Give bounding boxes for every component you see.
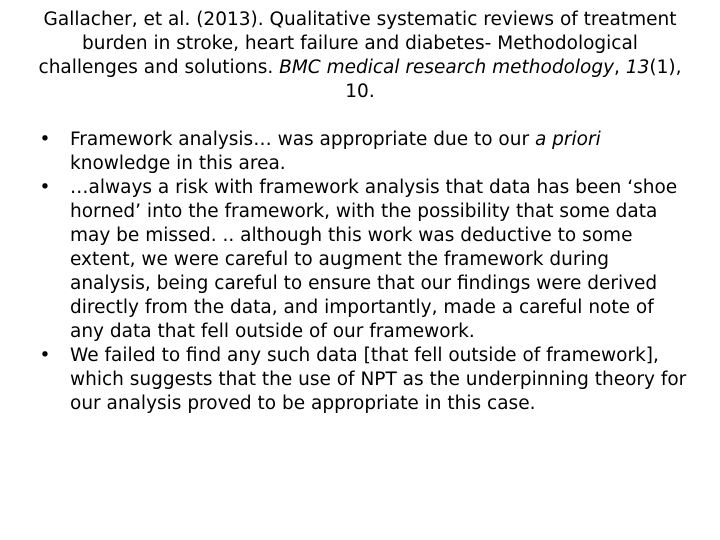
bullet-text: We failed to find any such data [that fell outside of framework], which suggests that the use of NPT as the underpinning theory for our analysis proved to be appropriate in this case. xyxy=(70,345,687,414)
bullet-icon: • xyxy=(39,129,51,150)
citation-reference xyxy=(30,8,690,104)
citation-volume: 13 xyxy=(625,57,650,78)
bullet-list xyxy=(30,128,690,416)
citation-authors-title: Gallacher, et al. (2013). Qualitative systematic reviews of treatment burden in stroke, heart failure and diabetes- Methodological challenges and solutions. xyxy=(38,9,677,78)
bullet-text: Framework analysis… was appropriate due to our xyxy=(70,129,535,150)
bullet-icon: • xyxy=(39,345,51,366)
citation-separator: , xyxy=(614,57,626,78)
bullet-text-end: knowledge in this area. xyxy=(70,153,286,174)
bullet-text: …always a risk with framework analysis that data has been ‘shoe horned’ into the framework, with the possibility that some data may be missed. .. although this work was deductive to some extent, we were careful to augment the framework during analysis, being careful to ensure that our findings were derived directly from the data, and importantly, made a careful note of any data that fell outside of our framework. xyxy=(70,177,678,342)
bullet-item-shoe-horned-risk xyxy=(30,176,690,344)
bullet-item-framework-analysis xyxy=(30,128,690,176)
citation-issue-pages: (1), 10. xyxy=(345,57,682,102)
bullet-item-npt-appropriate xyxy=(30,344,690,416)
citation-journal: BMC medical research methodology xyxy=(279,57,615,78)
bullet-emphasis: a priori xyxy=(534,129,601,150)
bullet-icon: • xyxy=(39,177,51,198)
